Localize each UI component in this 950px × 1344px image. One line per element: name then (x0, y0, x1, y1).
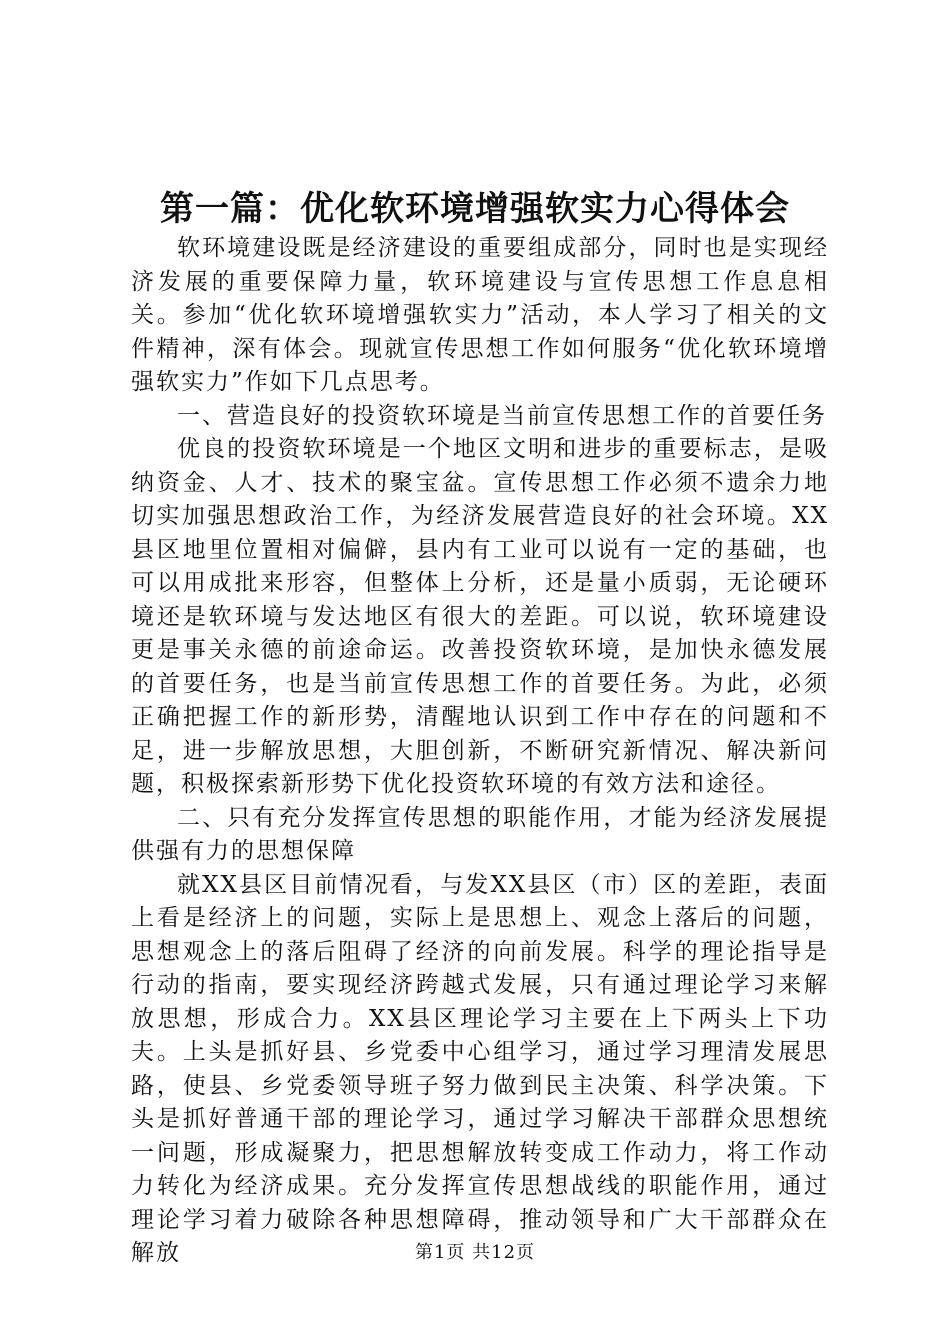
page-number-footer: 第1页 共12页 (414, 1242, 536, 1263)
section-heading-2: 二、只有充分发挥宣传思想的职能作用，才能为经济发展提供强有力的思想保障 (131, 804, 829, 864)
document-body (131, 232, 829, 1271)
document-title: 第一篇：优化软环境增强软实力心得体会 (160, 189, 790, 229)
paragraph-intro: 软环境建设既是经济建设的重要组成部分，同时也是实现经济发展的重要保障力量，软环境建设与宣传思想工作息息相关。参加“优化软环境增强软实力”活动，本人学习了相关的文件精神，深有体会。现就宣传思想工作如何服务“优化软环境增强软实力”作如下几点思考。 (131, 235, 829, 395)
paragraph-section-1: 优良的投资软环境是一个地区文明和进步的重要标志，是吸纳资金、人才、技术的聚宝盆。宣传思想工作必须不遗余力地切实加强思想政治工作，为经济发展营造良好的社会环境。XX县区地里位置相对偏僻，县内有工业可以说有一定的基础，也可以用成批来形容，但整体上分析，还是量小质弱，无论硬环境还是软环境与发达地区有很大的差距。可以说，软环境建设更是事关永德的前途命运。改善投资软环境，是加快永德发展的首要任务，也是当前宣传思想工作的首要任务。为此，必须正确把握工作的新形势，清醒地认识到工作中存在的问题和不足，进一步解放思想，大胆创新，不断研究新情况、解决新问题，积极探索新形势下优化投资软环境的有效方法和途径。 (131, 436, 829, 797)
section-heading-1: 一、营造良好的投资软环境是当前宣传思想工作的首要任务 (177, 402, 827, 429)
paragraph-section-2: 就XX县区目前情况看，与发XX县区（市）区的差距，表面上看是经济上的问题，实际上是思想上、观念上落后的问题，思想观念上的落后阻碍了经济的向前发展。科学的理论指导是行动的指南，要实现经济跨越式发展，只有通过理论学习来解放思想，形成合力。XX县区理论学习主要在上下两头上下功夫。上头是抓好县、乡党委中心组学习，通过学习理清发展思路，使县、乡党委领导班子努力做到民主决策、科学决策。下头是抓好普通干部的理论学习，通过学习解决干部群众思想统一问题，形成凝聚力，把思想解放转变成工作动力，将工作动力转化为经济成果。充分发挥宣传思想战线的职能作用，通过理论学习着力破除各种思想障碍，推动领导和广大干部群众在解放 (131, 871, 829, 1266)
